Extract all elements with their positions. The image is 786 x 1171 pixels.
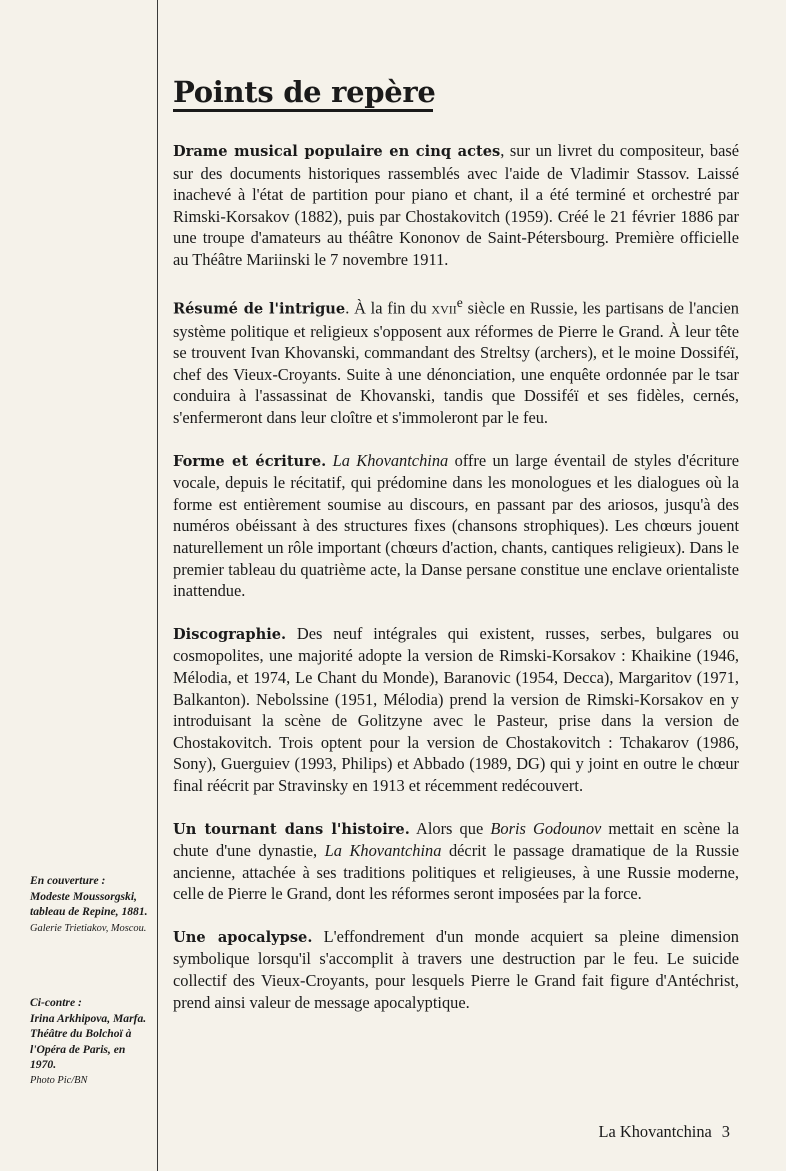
paragraph-body: décrit le passage dramatique de la Russie ancienne, attachée à ses traditions politiques et religieuses, à une Russie moderne, celle de Pierre le Grand, dont les réformes seront imposées par la force.: [173, 841, 739, 904]
title-underline: [173, 109, 433, 112]
paragraph-history: [173, 818, 739, 905]
main-text: [173, 140, 739, 1034]
caption-credit: Photo Pic/BN: [30, 1074, 88, 1086]
paragraph-apocalypse: [173, 926, 739, 1013]
paragraph-body: L'effondrement d'un monde acquiert sa pleine dimension symbolique lorsqu'il s'accomplit à travers une destruction par le feu. Le suicide collectif des Vieux-Croyants, pour lesquels Pierre le Grand fait figure d'Antéchrist, prend ainsi valeur de message apocalyptique.: [173, 926, 740, 1012]
page-title: Points de repère: [173, 75, 436, 109]
paragraph-body: Alors que: [409, 818, 491, 838]
paragraph-body: . À la fin du: [345, 298, 432, 318]
paragraph-lead: Forme et écriture.: [173, 452, 327, 470]
paragraph-body: mettait en scène la chute d'une dynastie,: [173, 818, 740, 861]
paragraph-lead: Résumé de l'intrigue: [173, 300, 346, 318]
century-numeral: XVII: [431, 302, 457, 317]
caption-heading: Ci-contre :: [30, 996, 82, 1009]
paragraph-body: siècle en Russie, les partisans de l'ancien système politique et religieux s'opposent aux réformes de Pierre le Grand. À leur tête se trouvent Ivan Khovanski, commandant des Streltsy (archers), et le moine Dossiféï, chef des Vieux-Croyants. Suite à une dénonciation, une enquête ordonnée par le tsar conduira à l'assassinat de Khovanski, tandis que Dossiféï et ses fidèles, cernés, s'enfermeront dans leur cloître et s'immoleront par le feu.: [173, 298, 740, 427]
paragraph-plot: [173, 292, 739, 429]
paragraph-lead: Drame musical populaire en cinq actes: [173, 143, 501, 160]
caption-text: Irina Arkhipova, Marfa. Théâtre du Bolchoï à l'Opéra de Paris, en 1970.: [30, 1011, 147, 1072]
paragraph-body: , sur un livret du compositeur, basé sur des documents historiques rassemblés avec l'aide de Vladimir Stassov. Laissé inachevé à l'état de partition pour piano et chant, il a été terminé et orchestré par Rimski-Korsakov (1882), puis par Chostakovitch (1959). Créé le 21 février 1886 par une troupe d'amateurs au théâtre Kononov de Saint-Pétersbourg. Première officielle au Théâtre Mariinski le 7 novembre 1911.: [173, 141, 739, 269]
century-superscript: e: [456, 294, 463, 310]
paragraph-body: offre un large éventail de styles d'écriture vocale, depuis le récitatif, qui prédomine dans les monologues et les dialogues où la forme est entièrement soumise au discours, en passant par des ariosos, jusqu'à des numéros obéissant à des structures fixes (chansons strophiques). Les chœurs jouent naturellement un rôle important (chœurs d'action, chants, cantiques religieux). Dans le premier tableau du quatrième acte, la Danse persane constitue une enclave orientaliste inattendue.: [173, 450, 739, 601]
caption-heading: En couverture :: [30, 874, 106, 887]
paragraph-summary: [173, 140, 739, 271]
caption-opposite: [30, 995, 152, 1089]
caption-cover: [30, 873, 152, 936]
paragraph-lead: Une apocalypse.: [173, 928, 313, 946]
paragraph-lead: Discographie.: [173, 625, 287, 643]
caption-text: Modeste Moussorgski, tableau de Repine, 1881.: [30, 889, 148, 919]
column-divider: [157, 0, 158, 1171]
paragraph-form: [173, 450, 739, 602]
work-title: La Khovantchina: [324, 841, 442, 861]
page-number: 3: [721, 1122, 730, 1141]
page-footer: [598, 1121, 730, 1143]
caption-credit: Galerie Trietiakov, Moscou.: [30, 922, 147, 934]
running-title: La Khovantchina: [598, 1122, 712, 1141]
paragraph-body: Des neuf intégrales qui existent, russes, serbes, bulgares ou cosmopolites, une majorité adopte la version de Rimski-Korsakov : Khaikine (1946, Mélodia, et 1974, Le Chant du Monde), Baranovic (1954, Decca), Margaritov (1971, Balkanton). Nebolssine (1951, Mélodia) prend la version de Rimski-Korsakov en y introduisant la scène de Golitzyne avec le Pasteur, prise dans la version de Chostakovitch. Trois optent pour la version de Chostakovitch : Tchakarov (1986, Sony), Guerguiev (1993, Philips) et Abbado (1989, DG) qui y joint en outre le chœur final réécrit par Stravinsky en 1913 et récemment redécouvert.: [173, 623, 739, 795]
paragraph-discography: [173, 623, 739, 797]
work-title: La Khovantchina: [332, 450, 449, 470]
paragraph-lead: Un tournant dans l'histoire.: [173, 820, 410, 838]
work-title: Boris Godounov: [490, 818, 602, 838]
